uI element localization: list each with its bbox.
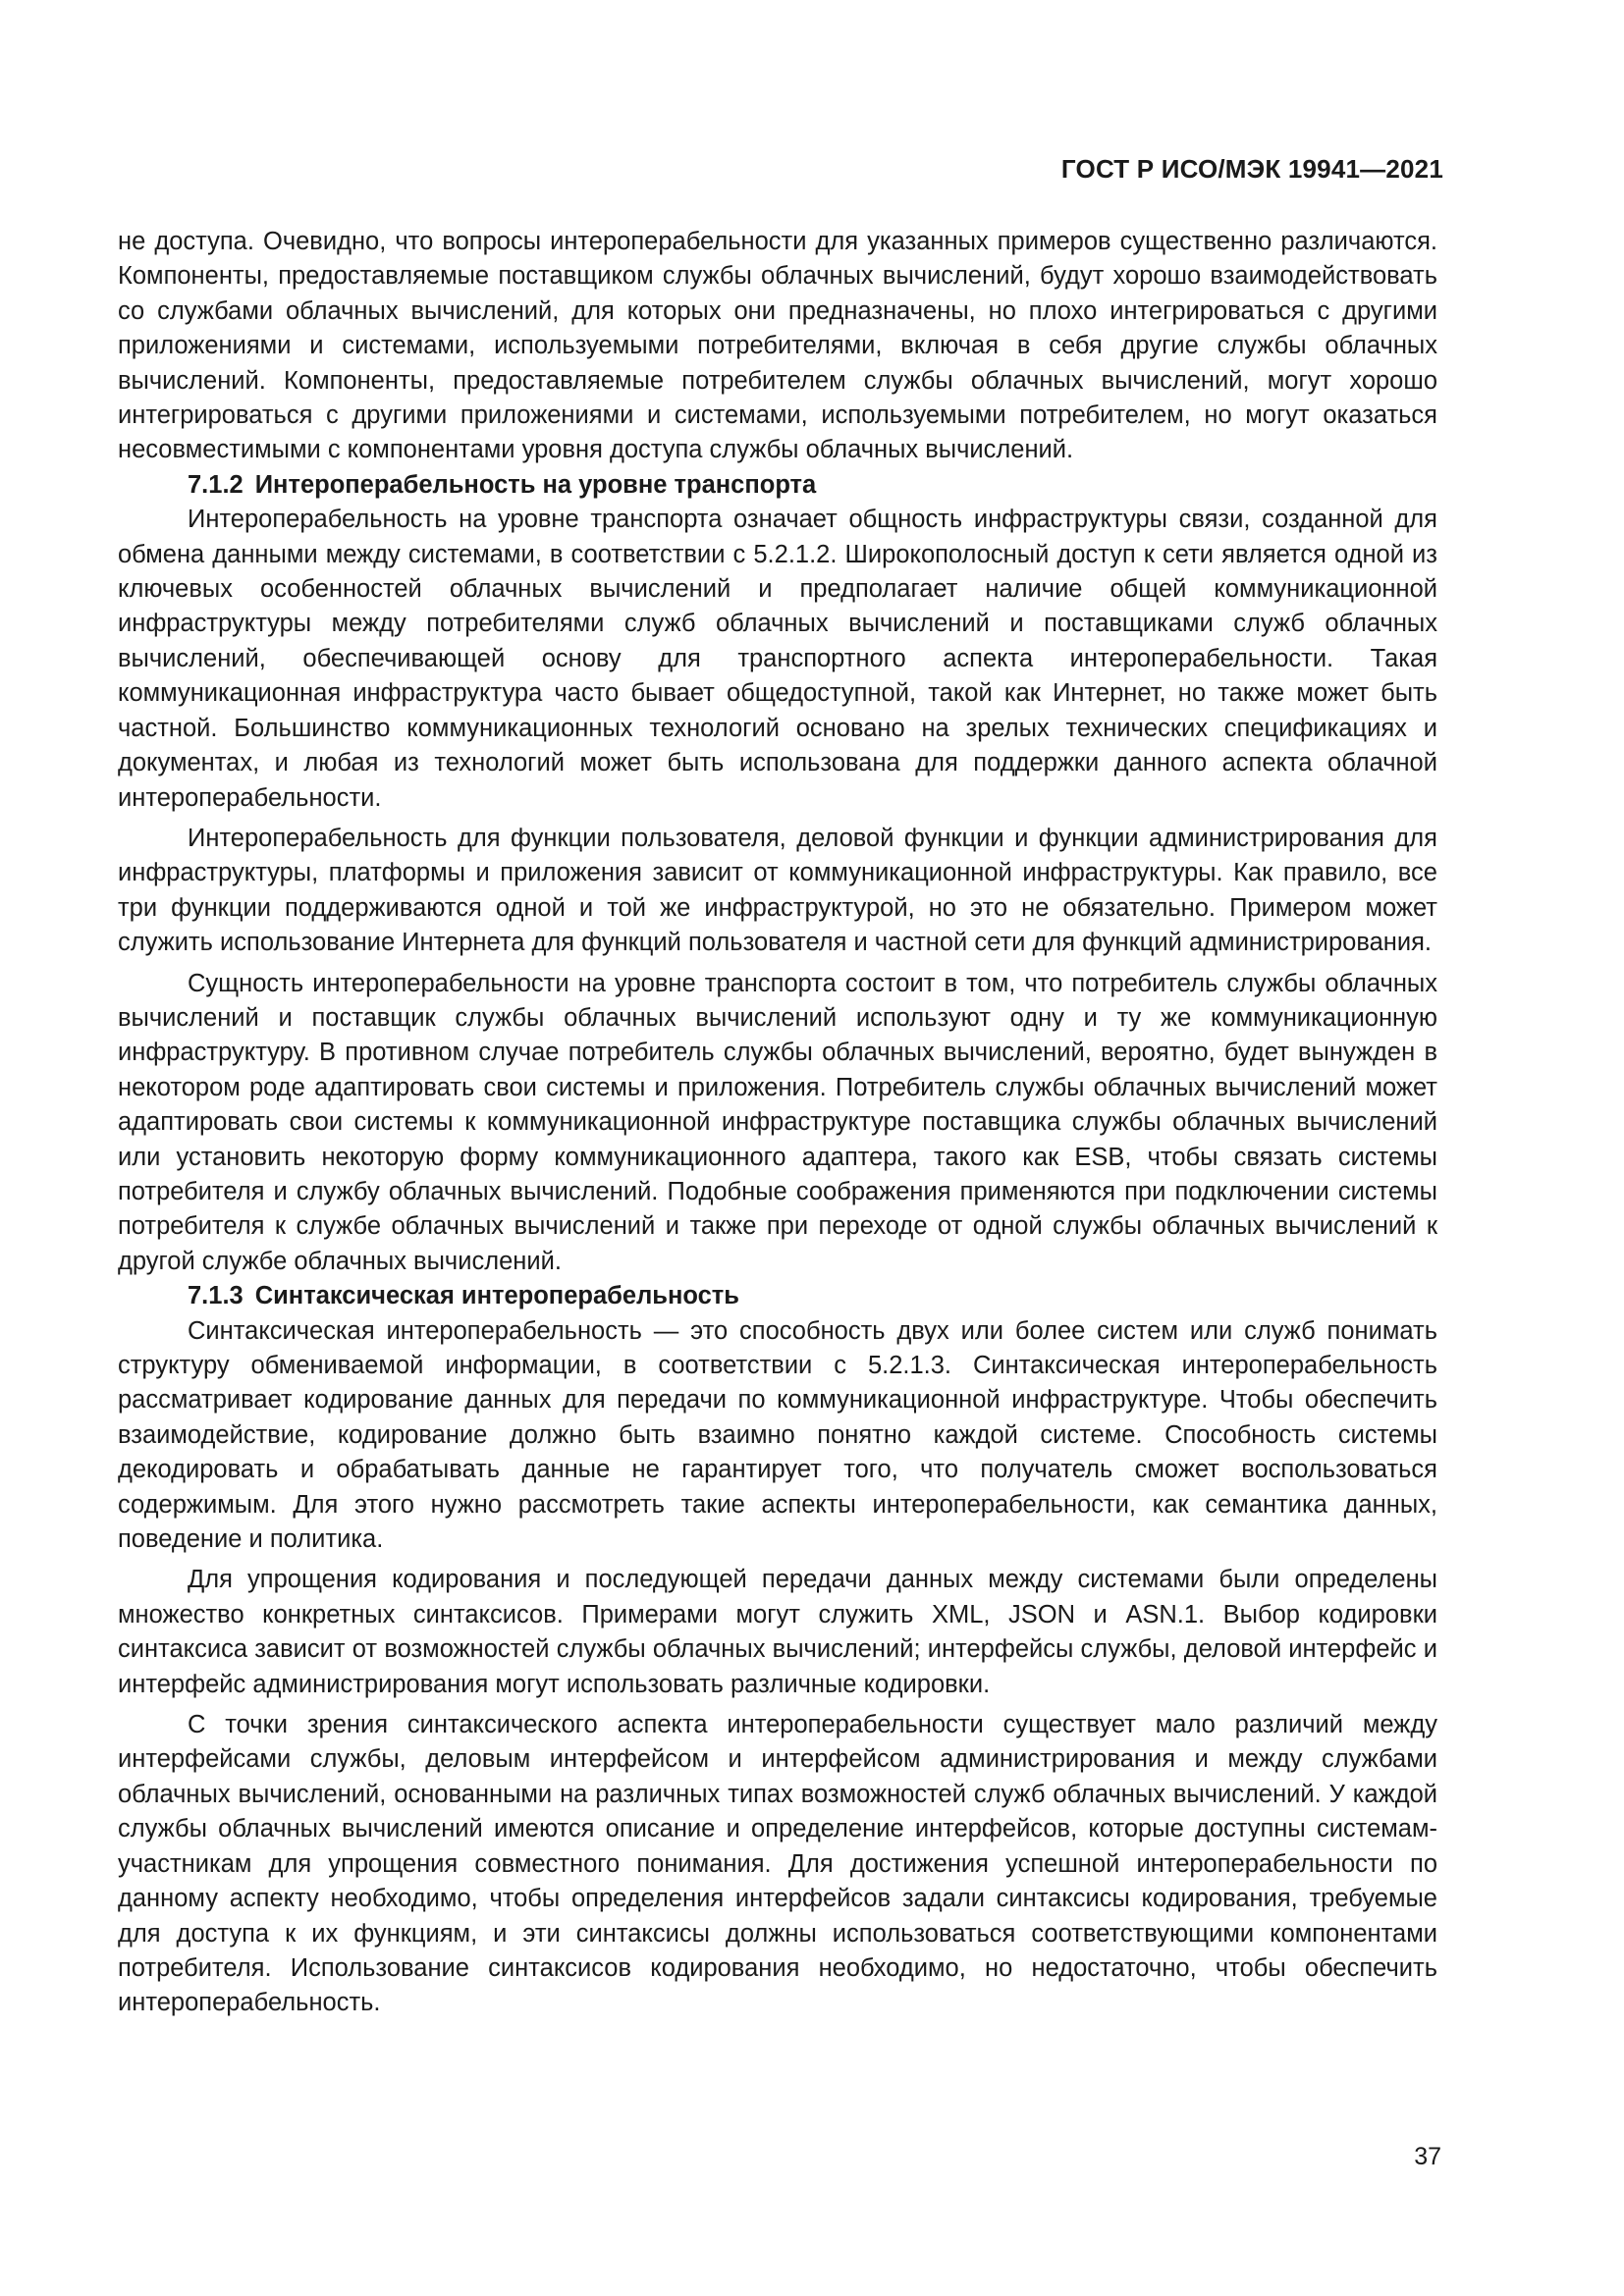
paragraph: Интероперабельность на уровне транспорта означает общность инфраструктуры связи, созданной для обмена данными между системами, в соответствии с 5.2.1.2. Широкополосный доступ к сети является одной из ключевых особенностей облачных вычислений и предполагает наличие общей коммуникационной инфраструктуры между потребителями служб облачных вычислений и поставщиками служб облачных вычислений, обеспечивающей основу для транспортного аспекта интероперабельности. Такая коммуникационная инфраструктура часто бывает общедоступной, такой как Интернет, но также может быть частной. Большинство коммуникационных технологий основано на зрелых технических спецификациях и документах, и любая из технологий может быть использована для поддержки данного аспекта облачной интероперабельности.	[118, 506, 1437, 812]
page-body	[118, 225, 1437, 2021]
paragraph: Сущность интероперабельности на уровне транспорта состоит в том, что потребитель службы облачных вычислений и поставщик службы облачных вычислений используют одну и ту же коммуникационную инфраструктуру. В противном случае потребитель службы облачных вычислений, вероятно, будет вынужден в некотором роде адаптировать свои системы и приложения. Потребитель службы облачных вычислений может адаптировать свои системы к коммуникационной инфраструктуре поставщика службы облачных вычислений или установить некоторую форму коммуникационного адаптера, такого как ESB, чтобы связать системы потребителя и службу облачных вычислений. Подобные соображения применяются при подключении системы потребителя к службе облачных вычислений и также при переходе от одной службы облачных вычислений к другой службе облачных вычислений.	[118, 969, 1437, 1275]
section-title: Синтаксическая интероперабельность	[254, 1282, 739, 1310]
section-title: Интероперабельность на уровне транспорта	[254, 470, 817, 499]
paragraph: Интероперабельность для функции пользователя, деловой функции и функции администрирования для инфраструктуры, платформы и приложения зависит от коммуникационной инфраструктуры. Как правило, все три функции поддерживаются одной и той же инфраструктурой, но это не обязательно. Примером может служить использование Интернета для функций пользователя и частной сети для функций администрирования.	[118, 824, 1437, 957]
paragraph: Для упрощения кодирования и последующей передачи данных между системами были определены множество конкретных синтаксисов. Примерами могут служить XML, JSON и ASN.1. Выбор кодировки синтаксиса зависит от возможностей службы облачных вычислений; интерфейсы службы, деловой интерфейс и интерфейс администрирования могут использовать различные кодировки.	[118, 1566, 1437, 1698]
section-number: 7.1.3	[188, 1282, 244, 1310]
page-number: 37	[1414, 2143, 1441, 2170]
paragraph: Синтаксическая интероперабельность — это способность двух или более систем или служб понимать структуру обмениваемой информации, в соответствии с 5.2.1.3. Синтаксическая интероперабельность рассматривает кодирование данных для передачи по коммуникационной инфраструктуре. Чтобы обеспечить взаимодействие, кодирование должно быть взаимно понятно каждой системе. Способность системы декодировать и обрабатывать данные не гарантирует того, что получатель сможет воспользоваться содержимым. Для этого нужно рассмотреть такие аспекты интероперабельности, как семантика данных, поведение и политика.	[118, 1316, 1437, 1554]
paragraph: С точки зрения синтаксического аспекта интероперабельности существует мало различий между интерфейсами службы, деловым интерфейсом и интерфейсом администрирования и между службами облачных вычислений, основанными на различных типах возможностей служб облачных вычислений. У каждой службы облачных вычислений имеются описание и определение интерфейсов, которые доступны системам-участникам для упрощения совместного понимания. Для достижения успешной интероперабельности по данному аспекту необходимо, чтобы определения интерфейсов задали синтаксисы кодирования, требуемые для доступа к их функциям, и эти синтаксисы должны использоваться соответствующими компонентами потребителя. Использование синтаксисов кодирования необходимо, но недостаточно, чтобы обеспечить интероперабельность.	[118, 1711, 1437, 2017]
section-heading-7-1-2	[118, 468, 1437, 503]
section-heading-7-1-3	[118, 1279, 1437, 1313]
standard-header: ГОСТ Р ИСО/МЭК 19941—2021	[1060, 154, 1443, 184]
section-number: 7.1.2	[188, 470, 244, 499]
continued-paragraph: не доступа. Очевидно, что вопросы интероперабельности для указанных примеров существенно различаются. Компоненты, предоставляемые поставщиком службы облачных вычислений, будут хорошо взаимодействовать со службами облачных вычислений, для которых они предназначены, но плохо интегрироваться с другими приложениями и системами, используемыми потребителями, включая в себя другие службы облачных вычислений. Компоненты, предоставляемые потребителем службы облачных вычислений, могут хорошо интегрироваться с другими приложениями и системами, используемыми потребителем, но могут оказаться несовместимыми с компонентами уровня доступа службы облачных вычислений.	[118, 228, 1437, 464]
